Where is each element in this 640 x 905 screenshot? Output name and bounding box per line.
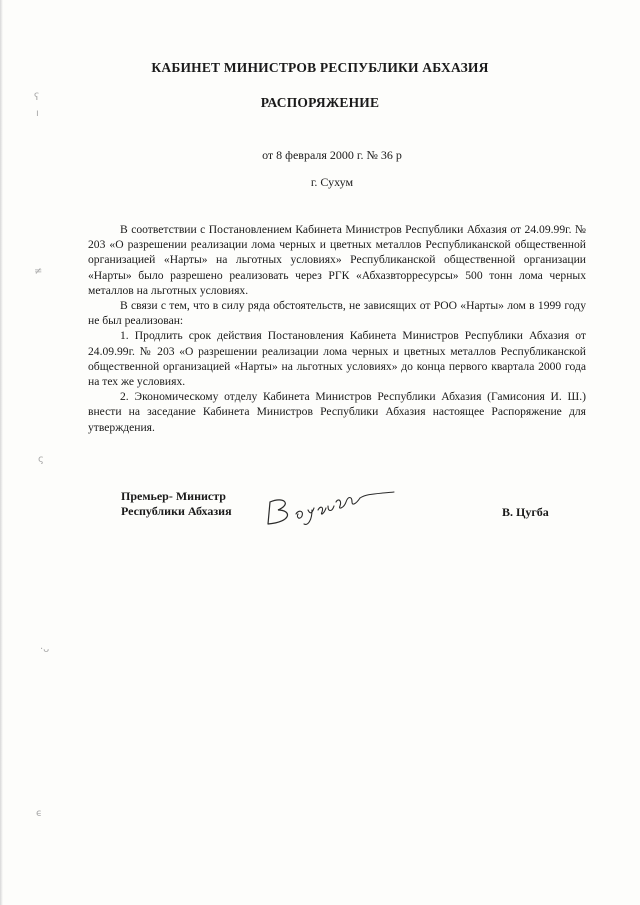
paragraph: В соответствии с Постановлением Кабинета Министров Республики Абхазия от 24.09.99г. № 203 «О разрешении реализации лома черных и цветных металлов Республиканской общественной организацией «Нарты» на льготных условиях» Республиканской общественной организации «Нарты» было разрешено реализовать через РГК «Абхазвторресурсы» 500 тонн лома черных металлов на льготных условиях. bbox=[88, 223, 586, 297]
scan-mark: ς bbox=[38, 454, 44, 465]
scan-mark: ≠ bbox=[34, 266, 43, 277]
city-line: г. Сухум bbox=[310, 175, 354, 189]
scan-mark: ʕ bbox=[34, 92, 40, 103]
scan-edge bbox=[0, 0, 3, 905]
paragraph: В связи с тем, что в силу ряда обстоятельств, не зависящих от РОО «Нарты» лом в 1999 году не был реализован: bbox=[88, 299, 586, 328]
scan-mark: ·ᴗ bbox=[40, 644, 50, 655]
signer-title-line: Республики Абхазия bbox=[121, 504, 232, 518]
paragraph: 2. Экономическому отделу Кабинета Министров Республики Абхазия (Гамисония И. Ш.) внести на заседание Кабинета Министров Республики Абхазия настоящее Распоряжение для утверждения. bbox=[88, 390, 586, 434]
signer-title-line: Премьер- Министр bbox=[121, 489, 226, 503]
body-text bbox=[88, 222, 586, 435]
date-number-line: от 8 февраля 2000 г. № 36 р bbox=[262, 148, 402, 162]
signer-name: В. Цугба bbox=[502, 505, 549, 519]
handwritten-signature bbox=[262, 480, 402, 530]
signer-title bbox=[121, 489, 232, 519]
document-type-heading: РАСПОРЯЖЕНИЕ bbox=[260, 95, 380, 110]
paragraph: 1. Продлить срок действия Постановления Кабинета Министров Республики Абхазия от 24.09.99г. № 203 «О разрешении реализации лома черных и цветных металлов Республиканской общественной организацией «Нарты» на льготных условиях» до конца первого квартала 2000 года на тех же условиях. bbox=[88, 329, 586, 389]
organization-heading: КАБИНЕТ МИНИСТРОВ РЕСПУБЛИКИ АБХАЗИЯ bbox=[151, 60, 489, 75]
scan-mark: ı bbox=[36, 108, 39, 119]
scan-mark: ϵ bbox=[36, 808, 43, 819]
